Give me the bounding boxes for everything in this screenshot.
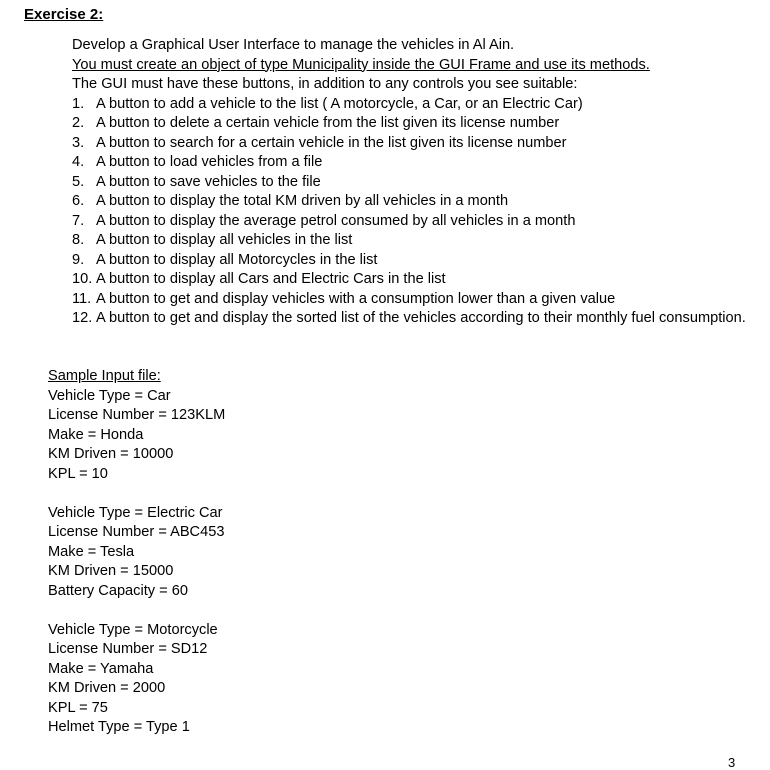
sample-record-field: Make = Yamaha bbox=[48, 660, 154, 677]
requirement-text: A button to display all Motorcycles in the list bbox=[96, 251, 378, 268]
requirement-item bbox=[72, 290, 752, 310]
requirement-number: 11. bbox=[72, 290, 92, 307]
sample-record-field: KM Driven = 2000 bbox=[48, 680, 166, 696]
requirement-item bbox=[72, 270, 752, 290]
requirement-number: 8. bbox=[72, 232, 85, 248]
requirement-text: A button to get and display vehicles with a consumption lower than a given value bbox=[96, 290, 616, 307]
requirement-text: A button to get and display the sorted list of the vehicles according to their monthly fuel consumption. bbox=[96, 310, 746, 326]
requirement-number: 9. bbox=[72, 251, 85, 268]
intro-text bbox=[72, 36, 752, 95]
sample-record-field: KM Driven = 15000 bbox=[48, 563, 174, 579]
sample-input-title: Sample Input file: bbox=[48, 368, 161, 384]
requirement-text: A button to load vehicles from a file bbox=[96, 154, 323, 170]
sample-records bbox=[48, 387, 448, 738]
sample-record bbox=[48, 504, 448, 602]
sample-record-field: KPL = 10 bbox=[48, 465, 108, 482]
requirement-number: 10. bbox=[72, 271, 93, 287]
sample-record-field: Helmet Type = Type 1 bbox=[48, 719, 190, 735]
sample-input-section bbox=[48, 367, 448, 738]
requirement-text: A button to display all Cars and Electric Cars in the list bbox=[96, 271, 446, 287]
page-number: 3 bbox=[728, 755, 736, 770]
requirement-text: A button to save vehicles to the file bbox=[96, 173, 321, 190]
requirement-item bbox=[72, 231, 752, 251]
requirement-number: 4. bbox=[72, 154, 85, 170]
requirement-text: A button to display the total KM driven by all vehicles in a month bbox=[96, 193, 509, 209]
requirement-number: 2. bbox=[72, 115, 85, 131]
requirement-text: A button to add a vehicle to the list ( A motorcycle, a Car, or an Electric Car) bbox=[96, 95, 583, 112]
exercise-title: Exercise 2: bbox=[24, 6, 104, 23]
sample-record bbox=[48, 621, 448, 738]
requirement-text: A button to display all vehicles in the list bbox=[96, 232, 353, 248]
requirement-text: A button to display the average petrol consumed by all vehicles in a month bbox=[96, 212, 576, 229]
sample-record-field: License Number = ABC453 bbox=[48, 524, 225, 540]
requirement-number: 6. bbox=[72, 193, 85, 209]
requirement-item bbox=[72, 153, 752, 173]
sample-record-field: KPL = 75 bbox=[48, 699, 108, 716]
requirement-item bbox=[72, 251, 752, 271]
sample-record-field: License Number = SD12 bbox=[48, 641, 208, 657]
sample-record bbox=[48, 387, 448, 485]
requirement-item bbox=[72, 134, 752, 154]
requirement-item bbox=[72, 95, 752, 115]
intro-line-1: Develop a Graphical User Interface to manage the vehicles in Al Ain. bbox=[72, 37, 515, 53]
requirement-item bbox=[72, 212, 752, 232]
requirements-list bbox=[72, 95, 752, 329]
sample-record-field: Make = Honda bbox=[48, 426, 144, 443]
requirement-item bbox=[72, 114, 752, 134]
sample-record-field: Vehicle Type = Motorcycle bbox=[48, 621, 218, 638]
requirement-item bbox=[72, 192, 752, 212]
requirement-number: 7. bbox=[72, 212, 85, 229]
requirement-number: 12. bbox=[72, 310, 93, 326]
requirement-number: 5. bbox=[72, 173, 85, 190]
requirement-number: 1. bbox=[72, 95, 85, 112]
intro-line-2: You must create an object of type Municipality inside the GUI Frame and use its methods. bbox=[72, 56, 650, 73]
sample-record-field: Vehicle Type = Car bbox=[48, 387, 171, 404]
requirement-text: A button to search for a certain vehicle in the list given its license number bbox=[96, 134, 567, 151]
sample-record-field: Battery Capacity = 60 bbox=[48, 582, 188, 599]
requirement-number: 3. bbox=[72, 134, 85, 151]
sample-record-field: Vehicle Type = Electric Car bbox=[48, 504, 223, 521]
sample-record-field: Make = Tesla bbox=[48, 543, 135, 560]
sample-record-field: License Number = 123KLM bbox=[48, 407, 226, 423]
intro-line-3: The GUI must have these buttons, in addition to any controls you see suitable: bbox=[72, 76, 578, 92]
requirement-item bbox=[72, 173, 752, 193]
requirement-text: A button to delete a certain vehicle from the list given its license number bbox=[96, 115, 560, 131]
sample-record-field: KM Driven = 10000 bbox=[48, 446, 174, 462]
requirement-item bbox=[72, 309, 752, 329]
